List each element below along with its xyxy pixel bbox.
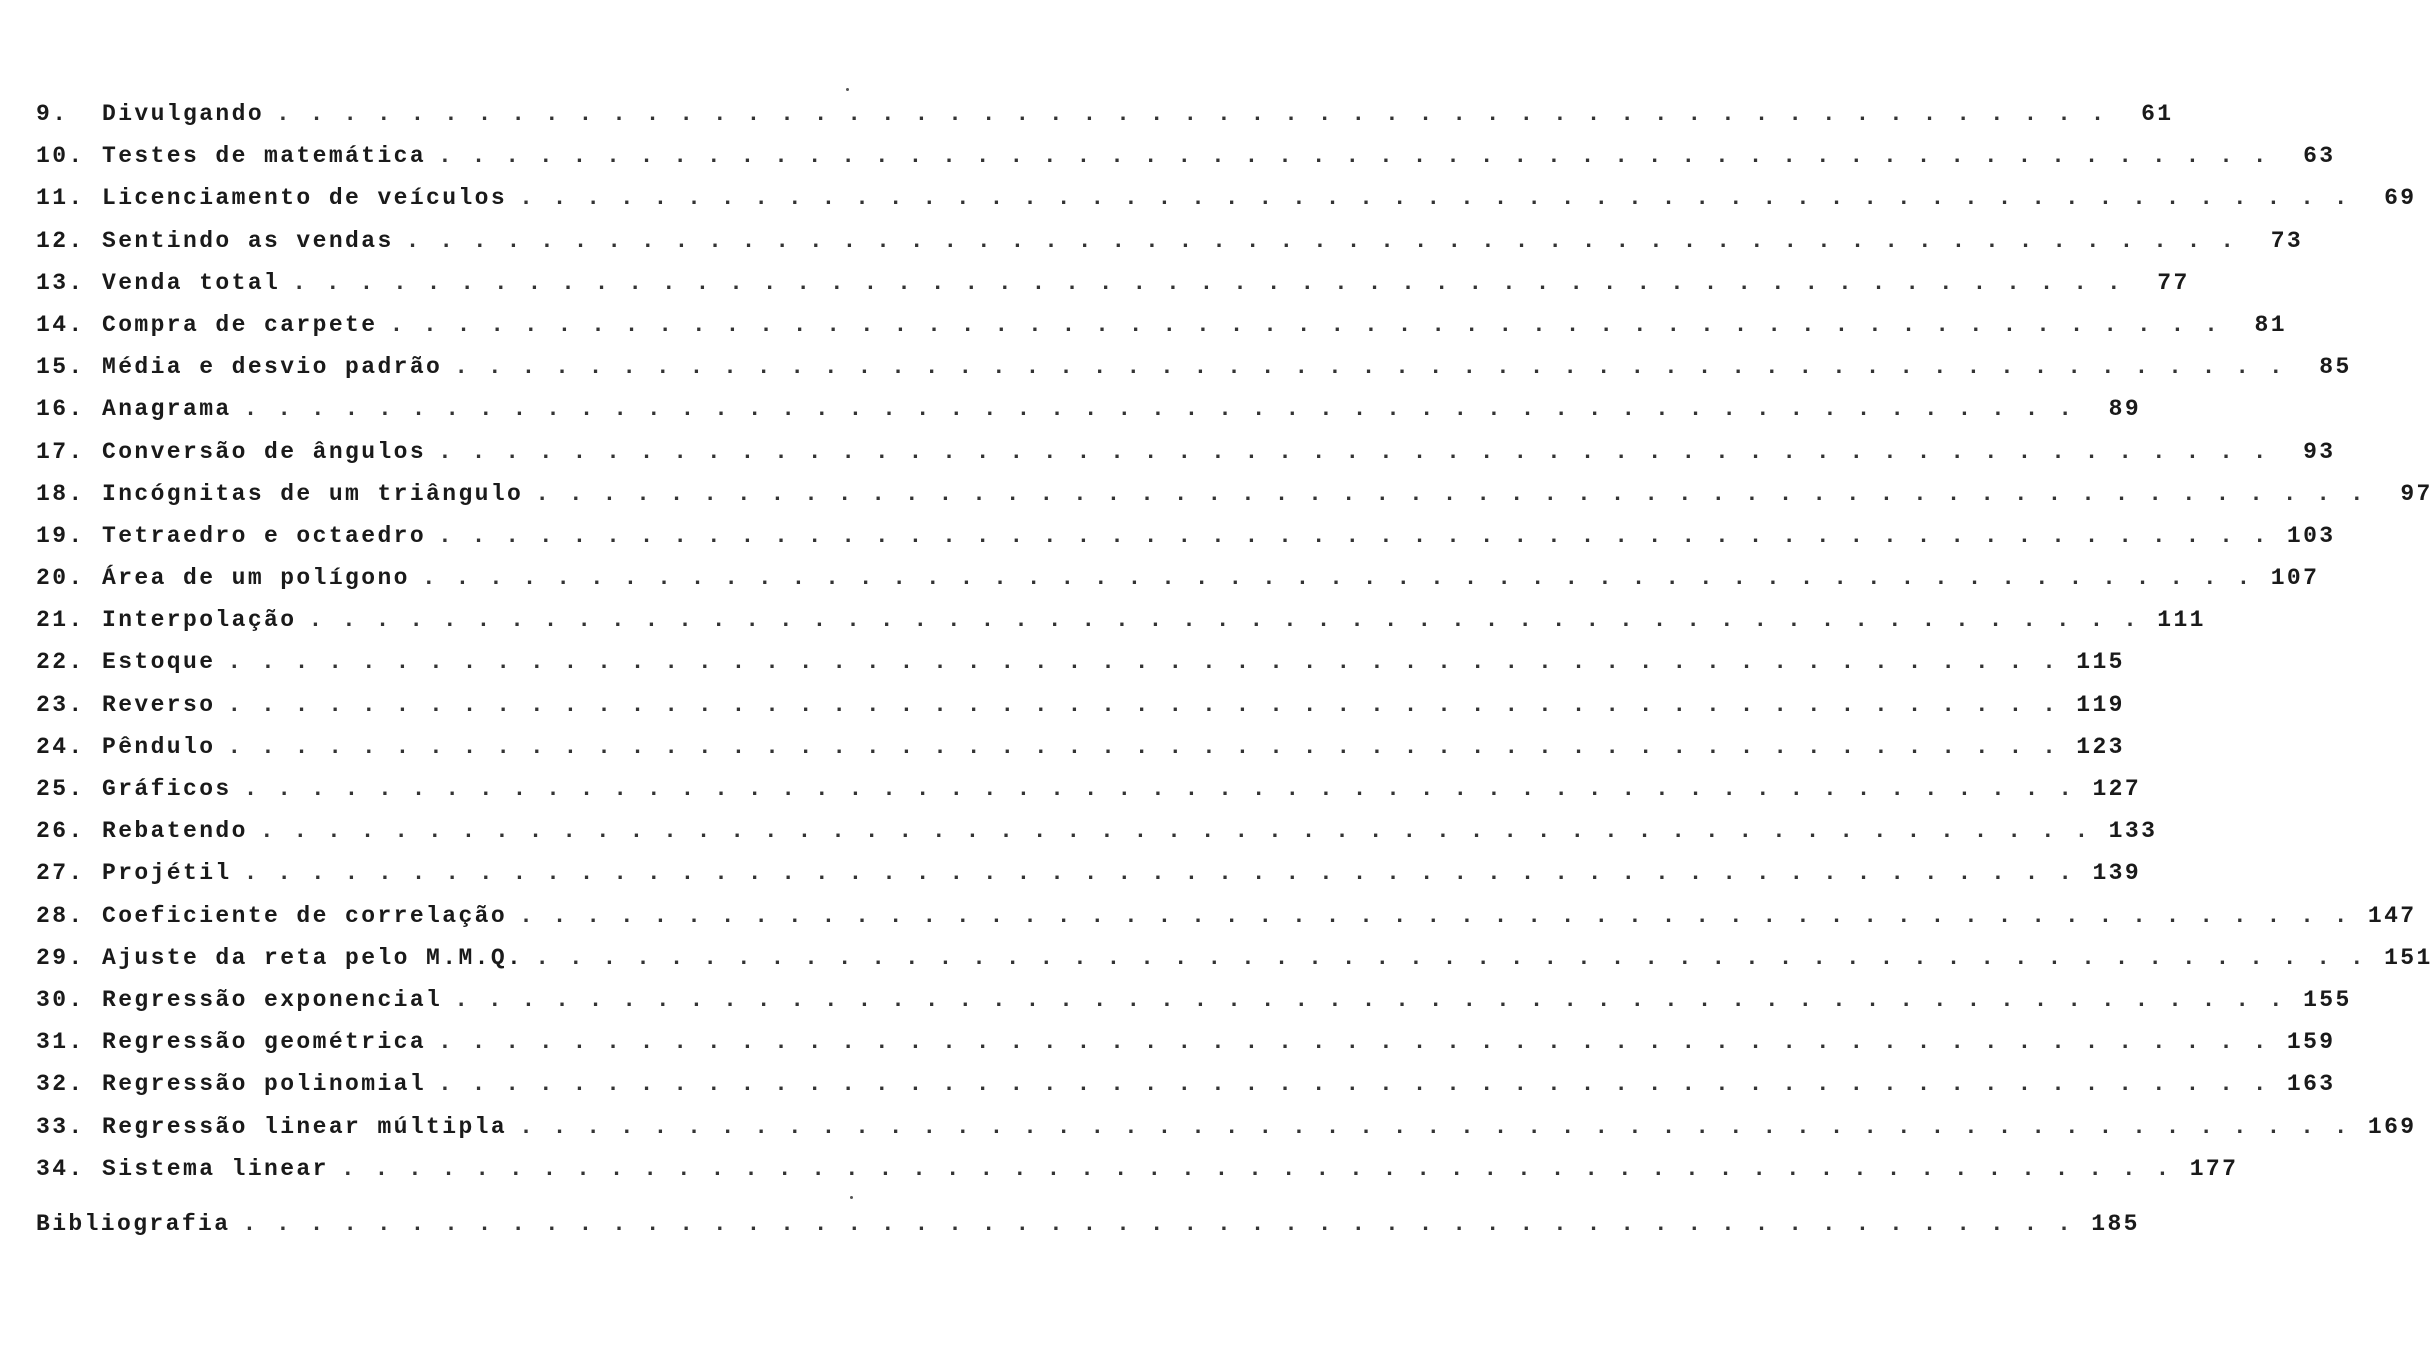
dot-leader: . . . . . . . . . . . . . . . . . . . . . . . . . . . . . . . . . . . . . . . . . . . . . . . . . . . . . . .	[438, 1029, 2270, 1056]
toc-entry-page: 69	[2384, 185, 2417, 212]
dot-leader: . . . . . . . . . . . . . . . . . . . . . . . . . . . . . . . . . . . . . . . . . . . . . . . . . . . . . . .	[519, 185, 2351, 212]
toc-entry-number: 14.	[36, 311, 85, 338]
dot-leader: . . . . . . . . . . . . . . . . . . . . . . . . . . . . . . . . . . . . . . . . . . . . . . . . . . . . . . .	[519, 902, 2351, 929]
dot-leader: . . . . . . . . . . . . . . . . . . . . . . . . . . . . . . . . . . . . . . . . . . . . . . . . . . . . . . .	[535, 480, 2367, 507]
toc-entry-title: Ajuste da reta pelo M.M.Q.	[102, 944, 524, 971]
dot-leader: . . . . . . . . . . . . . . . . . . . . . . . . . . . . . . . . . . . . . . . . . . . . . . . . . . . . . . .	[308, 607, 2140, 634]
toc-entry	[36, 691, 2125, 734]
toc-entry-page: 61	[2141, 101, 2174, 127]
toc-entry-title: Reverso	[102, 691, 216, 718]
toc-entry-number: 23.	[36, 691, 85, 718]
toc-entry-page: 73	[2270, 227, 2304, 254]
toc-entry-page: 139	[2092, 860, 2142, 887]
toc-entry	[36, 522, 2336, 565]
dot-leader: . . . . . . . . . . . . . . . . . . . . . . . . . . . . . . . . . . . . . . . . . . . . . . . . . . . . . . .	[340, 1155, 2173, 1182]
toc-entry-page: 155	[2303, 986, 2352, 1013]
toc-entry-page: 133	[2108, 818, 2158, 845]
toc-entry-number: 19.	[36, 522, 85, 549]
toc-entry-title: Regressão geométrica	[102, 1029, 427, 1056]
dot-leader: . . . . . . . . . . . . . . . . . . . . . . . . . . . . . . . . . . . . . . . . . . . . . . . . . . . . . . .	[292, 269, 2124, 296]
dot-leader: . . . . . . . . . . . . . . . . . . . . . . . . . . . . . . . . . . . . . . . . . . . . . . . . . . . . . . .	[259, 818, 2092, 845]
toc-entry-page: 111	[2157, 607, 2206, 634]
toc-entry	[36, 818, 2158, 860]
toc-entry-title: Anagrama	[102, 396, 232, 423]
toc-entry-page: 151	[2384, 944, 2433, 971]
toc-entry	[36, 438, 2336, 481]
toc-entry-number: 24.	[36, 733, 85, 760]
toc-entry-number: 9.	[36, 101, 69, 127]
toc-entry	[36, 480, 2433, 523]
toc-entry-title: Regressão polinomial	[102, 1071, 427, 1098]
toc-entry-title: Estoque	[102, 649, 216, 676]
toc-entry	[36, 354, 2352, 396]
toc-entry	[36, 1155, 2239, 1198]
toc-entry	[36, 101, 2174, 143]
toc-entry-page: 93	[2303, 438, 2336, 465]
toc-entry-title: Rebatendo	[102, 818, 248, 845]
toc-entry	[36, 269, 2190, 312]
toc-entry	[36, 649, 2125, 691]
toc-entry-number: 27.	[36, 860, 85, 887]
toc-entry	[36, 776, 2142, 818]
toc-entry-title: Testes de matemática	[102, 143, 427, 170]
toc-entry-title: Licenciamento de veículos	[102, 185, 508, 212]
dot-leader: . . . . . . . . . . . . . . . . . . . . . . . . . . . . . . . . . . . . . . . . . . . . . . . . . . . . . . .	[438, 522, 2270, 549]
toc-entry-page: 147	[2367, 902, 2417, 929]
toc-entry-page: 107	[2270, 565, 2320, 592]
toc-entry-page: 169	[2367, 1113, 2417, 1140]
toc-entry-number: 18.	[36, 480, 85, 507]
dot-leader: . . . . . . . . . . . . . . . . . . . . . . . . . . . . . . . . . . . . . . . . . . . . . . . . . . . . . . .	[421, 565, 2254, 592]
toc-entry-page: 185	[2091, 1210, 2140, 1237]
dot-leader: . . . . . . . . . . . . . . . . . . . . . . . . . . . . . . . . . . . . . . . . . . . . . . . . . . . . . . .	[438, 143, 2270, 170]
toc-entry-page: 119	[2076, 691, 2125, 718]
toc-entry-page: 103	[2286, 522, 2336, 549]
dot-leader: . . . . . . . . . . . . . . . . . . . . . . . . . . . . . . . . . . . . . . . . . . . . . . . . . . . . . . .	[276, 101, 2108, 127]
toc-entry-title: Bibliografia	[36, 1210, 231, 1237]
dot-leader: . . . . . . . . . . . . . . . . . . . . . . . . . . . . . . . . . . . . . . . . . . . . . . . . . . . . . . .	[243, 860, 2076, 887]
toc-entry-number: 29.	[36, 944, 85, 971]
toc-entry	[36, 986, 2352, 1029]
toc-entry-number: 28.	[36, 902, 85, 929]
toc-entry	[36, 1029, 2336, 1071]
toc-entry-title: Gráficos	[102, 776, 232, 802]
toc-entry-title: Área de um polígono	[102, 565, 410, 592]
toc-entry-page: 127	[2092, 776, 2142, 802]
dot-leader: . . . . . . . . . . . . . . . . . . . . . . . . . . . . . . . . . . . . . . . . . . . . . . . . . . . . . . .	[242, 1210, 2074, 1237]
toc-entry-page: 159	[2286, 1029, 2336, 1056]
dot-leader: . . . . . . . . . . . . . . . . . . . . . . . . . . . . . . . . . . . . . . . . . . . . . . . . . . . . . . .	[389, 311, 2221, 338]
dot-leader: . . . . . . . . . . . . . . . . . . . . . . . . . . . . . . . . . . . . . . . . . . . . . . . . . . . . . . .	[454, 986, 2286, 1013]
dot-leader: . . . . . . . . . . . . . . . . . . . . . . . . . . . . . . . . . . . . . . . . . . . . . . . . . . . . . . .	[454, 354, 2286, 381]
toc-entry-page: 81	[2254, 311, 2287, 338]
dot-leader: . . . . . . . . . . . . . . . . . . . . . . . . . . . . . . . . . . . . . . . . . . . . . . . . . . . . . . .	[405, 227, 2238, 254]
toc-entry-title: Interpolação	[102, 607, 297, 634]
toc-entry-title: Média e desvio padrão	[102, 354, 443, 381]
toc-entry-number: 22.	[36, 649, 85, 676]
toc-entry-number: 21.	[36, 607, 85, 634]
toc-entry	[36, 1071, 2336, 1113]
toc-entry-page: 115	[2076, 649, 2125, 676]
toc-entry-number: 32.	[36, 1071, 85, 1098]
toc-entry-number: 30.	[36, 986, 85, 1013]
toc-entry-title: Conversão de ângulos	[102, 438, 427, 465]
toc-entry	[36, 185, 2417, 227]
toc-entry-page: 63	[2303, 143, 2336, 170]
dot-leader: . . . . . . . . . . . . . . . . . . . . . . . . . . . . . . . . . . . . . . . . . . . . . . . . . . . . . . .	[227, 691, 2059, 718]
toc-entry-title: Projétil	[102, 860, 232, 887]
toc-entry-title: Venda total	[102, 269, 281, 296]
toc-entry-number: 12.	[36, 227, 85, 254]
dot-leader: . . . . . . . . . . . . . . . . . . . . . . . . . . . . . . . . . . . . . . . . . . . . . . . . . . . . . . .	[227, 733, 2059, 760]
toc-entry-number: 25.	[36, 776, 85, 802]
scan-speck	[846, 88, 849, 91]
toc-entry	[36, 902, 2417, 945]
toc-entry-number: 13.	[36, 269, 85, 296]
toc-entry-number: 34.	[36, 1155, 85, 1182]
toc-entry-number: 33.	[36, 1113, 85, 1140]
dot-leader: . . . . . . . . . . . . . . . . . . . . . . . . . . . . . . . . . . . . . . . . . . . . . . . . . . . . . . .	[227, 649, 2059, 676]
toc-entry-page: 77	[2157, 269, 2190, 296]
toc-entry-number: 16.	[36, 396, 85, 423]
toc-entry-title: Incógnitas de um triângulo	[102, 480, 524, 507]
dot-leader: . . . . . . . . . . . . . . . . . . . . . . . . . . . . . . . . . . . . . . . . . . . . . . . . . . . . . . .	[438, 1071, 2270, 1098]
toc-entry	[36, 860, 2142, 902]
dot-leader: . . . . . . . . . . . . . . . . . . . . . . . . . . . . . . . . . . . . . . . . . . . . . . . . . . . . . . .	[535, 944, 2367, 971]
toc-entry-number: 11.	[36, 185, 85, 212]
toc-entry-title: Divulgando	[102, 101, 265, 127]
toc-entry	[36, 944, 2433, 987]
toc-entry-page: 177	[2189, 1155, 2239, 1182]
toc-entry-number: 31.	[36, 1029, 85, 1056]
toc-entry	[36, 607, 2206, 649]
table-of-contents	[36, 101, 2433, 1253]
toc-entry-number: 15.	[36, 354, 85, 381]
dot-leader: . . . . . . . . . . . . . . . . . . . . . . . . . . . . . . . . . . . . . . . . . . . . . . . . . . . . . . .	[519, 1113, 2351, 1140]
toc-entry	[36, 143, 2336, 185]
toc-entry	[36, 396, 2142, 438]
toc-entry-number: 26.	[36, 818, 85, 845]
dot-leader: . . . . . . . . . . . . . . . . . . . . . . . . . . . . . . . . . . . . . . . . . . . . . . . . . . . . . . .	[243, 396, 2076, 423]
toc-entry-title: Compra de carpete	[102, 311, 378, 338]
toc-entry-number: 20.	[36, 565, 85, 592]
toc-entry	[36, 565, 2320, 607]
toc-entry	[36, 1113, 2417, 1156]
toc-entry-page: 89	[2108, 396, 2142, 423]
dot-leader: . . . . . . . . . . . . . . . . . . . . . . . . . . . . . . . . . . . . . . . . . . . . . . . . . . . . . . .	[438, 438, 2270, 465]
toc-entry	[36, 733, 2125, 776]
toc-entry-page: 85	[2319, 354, 2352, 381]
toc-entry	[36, 227, 2304, 270]
toc-entry-title: Regressão exponencial	[102, 986, 443, 1013]
toc-entry	[36, 311, 2287, 354]
toc-entry-bibliography	[36, 1210, 2140, 1253]
dot-leader: . . . . . . . . . . . . . . . . . . . . . . . . . . . . . . . . . . . . . . . . . . . . . . . . . . . . . . .	[243, 776, 2076, 802]
toc-entry-title: Sistema linear	[102, 1155, 329, 1182]
toc-entry-number: 17.	[36, 438, 85, 465]
toc-entry-title: Pêndulo	[102, 733, 216, 760]
toc-entry-page: 123	[2076, 733, 2125, 760]
toc-entry-page: 163	[2286, 1071, 2336, 1098]
toc-entry-number: 10.	[36, 143, 85, 170]
toc-entry-title: Tetraedro e octaedro	[102, 522, 427, 549]
toc-entry-title: Sentindo as vendas	[102, 227, 394, 254]
toc-entry-title: Coeficiente de correlação	[102, 902, 508, 929]
toc-entry-title: Regressão linear múltipla	[102, 1113, 508, 1140]
toc-entry-page: 97	[2400, 480, 2433, 507]
